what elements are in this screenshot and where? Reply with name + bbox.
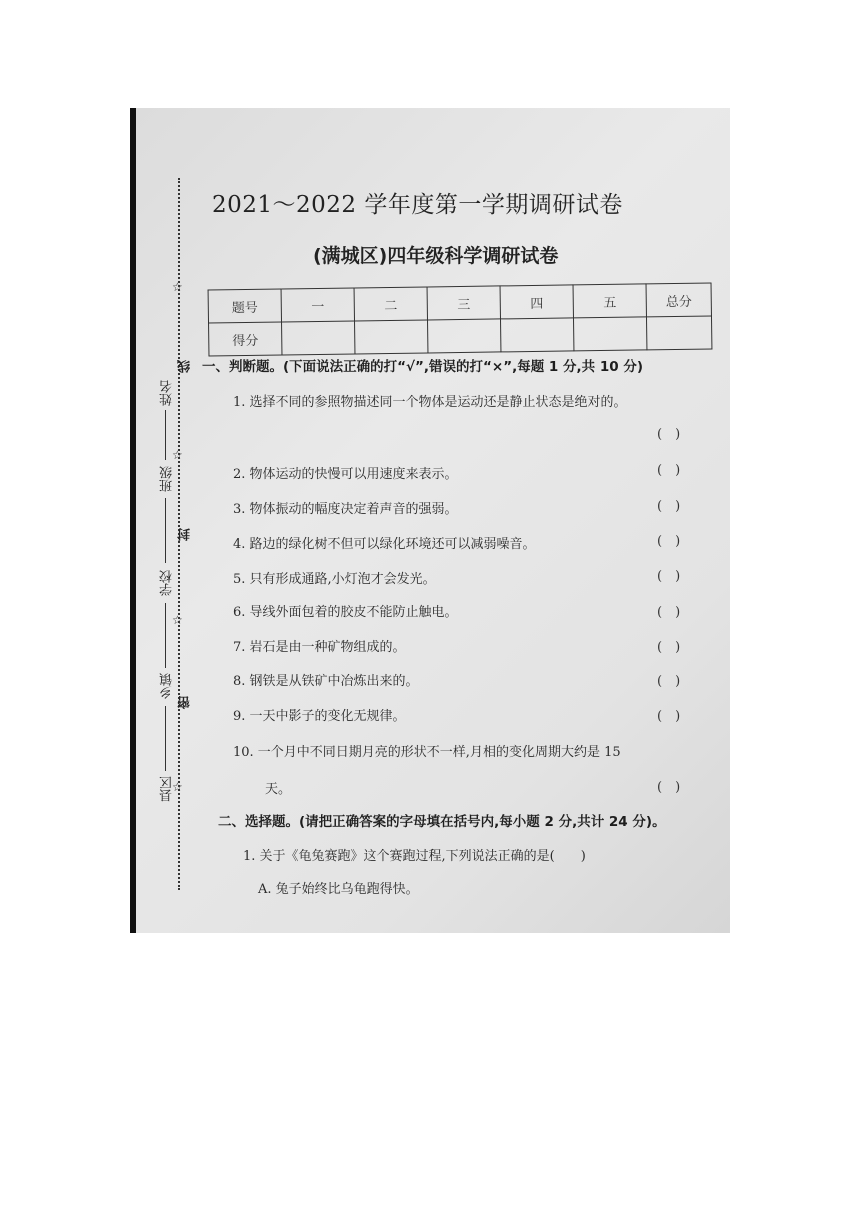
answer-paren: ( ) bbox=[657, 709, 681, 724]
exam-photo bbox=[130, 108, 730, 933]
binding-field-town: 乡镇 bbox=[160, 673, 175, 699]
binding-mark-secret: 密 bbox=[178, 696, 193, 709]
score-table bbox=[208, 282, 713, 356]
answer-paren: ( ) bbox=[657, 674, 681, 689]
score-col-header: 二 bbox=[354, 287, 427, 321]
binding-mark-seal: 封 bbox=[178, 528, 193, 541]
binding-field-school: 学校 bbox=[160, 570, 175, 596]
answer-paren: ( ) bbox=[657, 534, 681, 549]
score-col-header: 四 bbox=[500, 285, 573, 319]
score-col-header: 一 bbox=[281, 288, 354, 322]
score-cell bbox=[646, 316, 711, 350]
photo-shadow-edge bbox=[130, 108, 136, 933]
score-cell bbox=[573, 317, 646, 351]
question-8: 8. 钢铁是从铁矿中冶炼出来的。 bbox=[233, 674, 419, 689]
score-cell bbox=[428, 319, 501, 353]
answer-paren: ( ) bbox=[657, 605, 681, 620]
star-mark: ☆ bbox=[172, 448, 183, 462]
score-table-row bbox=[209, 316, 712, 356]
question-10-continued: 天。 bbox=[265, 782, 292, 797]
question-10: 10. 一个月中不同日期月亮的形状不一样,月相的变化周期大约是 15 bbox=[233, 745, 621, 760]
score-row-header: 题号 bbox=[208, 289, 281, 323]
question-9: 9. 一天中影子的变化无规律。 bbox=[233, 709, 406, 724]
score-col-header: 总分 bbox=[646, 283, 711, 317]
question-4: 4. 路边的绿化树不但可以绿化环境还可以减弱噪音。 bbox=[233, 537, 536, 552]
answer-paren: ( ) bbox=[657, 499, 681, 514]
score-cell bbox=[500, 318, 573, 352]
star-mark: ☆ bbox=[172, 613, 183, 627]
star-mark: ☆ bbox=[172, 280, 183, 294]
binding-field-class: 班级 bbox=[160, 466, 175, 492]
s2-question-1: 1. 关于《龟兔赛跑》这个赛跑过程,下列说法正确的是( ) bbox=[243, 849, 586, 864]
binding-field-county: 县区 bbox=[160, 776, 175, 802]
answer-paren: ( ) bbox=[657, 569, 681, 584]
question-5: 5. 只有形成通路,小灯泡才会发光。 bbox=[233, 572, 436, 587]
s2-question-1-option-a: A. 兔子始终比乌龟跑得快。 bbox=[258, 882, 419, 897]
question-1: 1. 选择不同的参照物描述同一个物体是运动还是静止状态是绝对的。 bbox=[233, 395, 627, 410]
star-mark: ☆ bbox=[172, 780, 183, 794]
answer-paren: ( ) bbox=[657, 640, 681, 655]
binding-field-name: 姓名 bbox=[160, 380, 175, 406]
binding-blank bbox=[165, 410, 166, 460]
page-subtitle: (满城区)四年级科学调研试卷 bbox=[313, 245, 559, 267]
question-7: 7. 岩石是由一种矿物组成的。 bbox=[233, 640, 406, 655]
score-cell bbox=[282, 321, 355, 355]
answer-paren: ( ) bbox=[657, 463, 681, 478]
question-6: 6. 导线外面包着的胶皮不能防止触电。 bbox=[233, 605, 458, 620]
binding-mark-line: 线 bbox=[178, 360, 193, 373]
page-title: 2021～2022 学年度第一学期调研试卷 bbox=[212, 192, 623, 218]
score-row-header: 得分 bbox=[209, 322, 282, 356]
score-col-header: 五 bbox=[573, 284, 646, 318]
section1-heading: 一、判断题。(下面说法正确的打“√”,错误的打“×”,每题 1 分,共 10 分) bbox=[202, 359, 644, 375]
question-3: 3. 物体振动的幅度决定着声音的强弱。 bbox=[233, 502, 458, 517]
answer-paren: ( ) bbox=[657, 780, 681, 795]
section2-heading: 二、选择题。(请把正确答案的字母填在括号内,每小题 2 分,共计 24 分)。 bbox=[218, 814, 666, 830]
question-2: 2. 物体运动的快慢可以用速度来表示。 bbox=[233, 467, 458, 482]
binding-blank bbox=[165, 706, 166, 771]
binding-blank bbox=[165, 603, 166, 668]
score-cell bbox=[355, 320, 428, 354]
binding-blank bbox=[165, 498, 166, 563]
answer-paren: ( ) bbox=[657, 427, 681, 442]
score-col-header: 三 bbox=[427, 286, 500, 320]
